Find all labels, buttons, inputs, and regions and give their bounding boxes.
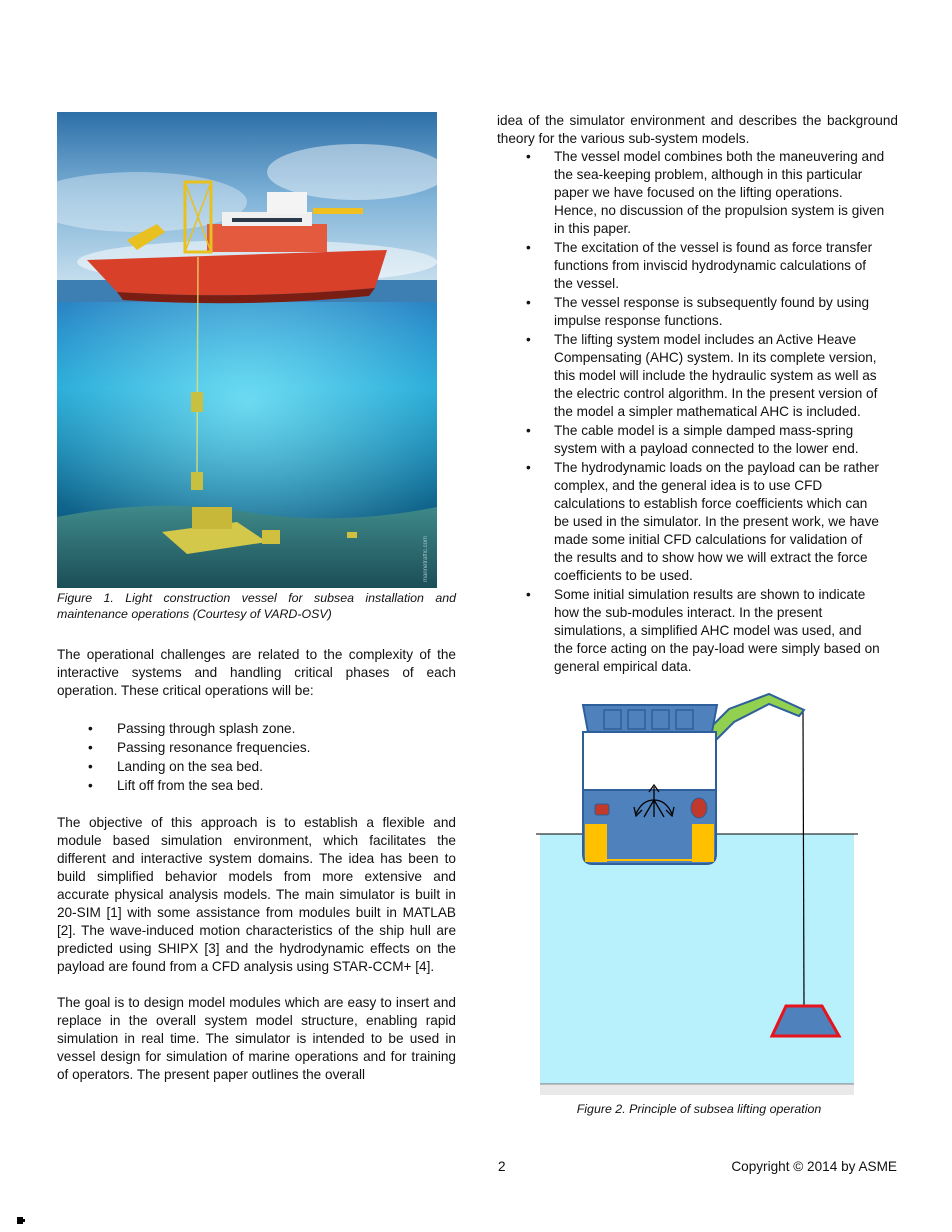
list-item — [526, 294, 898, 330]
photo-watermark: marinetraffic.com — [423, 536, 429, 582]
list-item: • Passing through splash zone. — [88, 721, 296, 736]
list-item-text: Some initial simulation results are shown to indicate how the sub-modules interact. In the present simulations, a simplified AHC model was used, and the force acting on the pay-load were simply based on general empirical data. — [554, 587, 880, 674]
left-column — [57, 112, 456, 1084]
crane-base-marker — [691, 798, 707, 818]
list-item: • Passing resonance frequencies. — [88, 740, 311, 755]
hull-pontoon-right — [692, 824, 714, 862]
thruster-marker — [595, 804, 609, 815]
critical-operations-list — [57, 719, 456, 795]
model-description-list — [497, 148, 898, 676]
list-item-text: The vessel model combines both the maneuvering and the sea-keeping problem, although in this particular paper we have focused on the lifting operations. Hence, no discussion of the propulsion system is given in this paper. — [554, 149, 885, 236]
list-item — [526, 239, 898, 293]
bullet-icon: • — [88, 759, 93, 774]
vessel-bridge — [583, 705, 717, 732]
list-item: • Landing on the sea bed. — [88, 759, 263, 774]
list-item — [526, 422, 898, 458]
bullet-icon: • — [526, 295, 531, 310]
copyright-notice: Copyright © 2014 by ASME — [731, 1159, 897, 1174]
list-item-text: The lifting system model includes an Active Heave Compensating (AHC) system. In its complete version, this model will include the hydraulic system as well as the electric control algorithm. In the present version of the model a simpler mathematical AHC is included. — [554, 332, 878, 419]
figure-1-caption: Figure 1. Light construction vessel for subsea installation and maintenance operations (Courtesy of VARD-OSV) — [57, 591, 456, 621]
vessel-photo — [57, 112, 437, 588]
list-item-text: The excitation of the vessel is found as force transfer functions from inviscid hydrodynamic calculations of the vessel. — [554, 240, 873, 291]
bullet-icon: • — [88, 778, 93, 793]
list-item-text: The cable model is a simple damped mass-spring system with a payload connected to the lower end. — [554, 423, 859, 456]
left-paragraph-3: The goal is to design model modules which are easy to insert and replace in the overall system model structure, enabling rapid simulation in real time. The simulator is intended to be used in vessel design for simulation of marine operations and for training of operators. The present paper outlines the overall — [57, 995, 456, 1082]
bridge-window — [628, 710, 645, 729]
left-paragraph-2: The objective of this approach is to establish a flexible and module based simulation environment, which facilitates the different and interactive system domains. The idea has been to build simplified behavior models from more extensive and accurate physical analysis models. The main simulator is built in 20-SIM [1] with some assistance from modules built in MATLAB [2]. The wave-induced motion characteristics of the ship hull are predicted using SHIPX [3] and the hydrodynamic effects on the payload are found from a CFD analysis using STAR-CCM+ [4]. — [57, 815, 456, 974]
seabed — [540, 1085, 854, 1095]
figure-2-caption: Figure 2. Principle of subsea lifting operation — [576, 1102, 822, 1116]
list-item — [526, 459, 898, 585]
list-item — [526, 148, 898, 238]
subsea-lifting-diagram — [536, 692, 858, 1104]
bullet-icon: • — [526, 240, 531, 255]
left-paragraph-1: The operational challenges are related to the complexity of the interactive systems and handling critical phases of each operation. These critical operations will be: — [57, 647, 456, 698]
list-item — [526, 331, 898, 421]
list-item-text: The vessel response is subsequently found by using impulse response functions. — [554, 295, 870, 328]
page-corner-mark-icon — [17, 1217, 25, 1225]
page-number: 2 — [498, 1159, 506, 1174]
bullet-icon: • — [88, 740, 93, 755]
hull-pontoon-left — [585, 824, 607, 862]
bullet-icon: • — [88, 721, 93, 736]
water-area — [540, 834, 854, 1084]
bridge-window — [676, 710, 693, 729]
bullet-icon: • — [526, 332, 531, 347]
vessel-superstructure — [583, 732, 716, 790]
bridge-window — [652, 710, 669, 729]
right-paragraph-1: idea of the simulator environment and describes the background theory for the various sub-system models. — [497, 113, 898, 146]
list-item — [526, 586, 898, 676]
crane-boom — [704, 694, 804, 740]
list-item: • Lift off from the sea bed. — [88, 778, 264, 793]
bridge-window — [604, 710, 621, 729]
list-item-text: The hydrodynamic loads on the payload can be rather complex, and the general idea is to use CFD calculations to establish force coefficients which can be used in the simulator. In the present work, we have made some initial CFD calculations for validation of the results and to show how we will extract the force coefficients to be used. — [554, 460, 879, 583]
bullet-icon: • — [526, 149, 531, 164]
bullet-icon: • — [526, 587, 531, 602]
bullet-icon: • — [526, 423, 531, 438]
right-column — [497, 112, 898, 677]
bullet-icon: • — [526, 460, 531, 475]
